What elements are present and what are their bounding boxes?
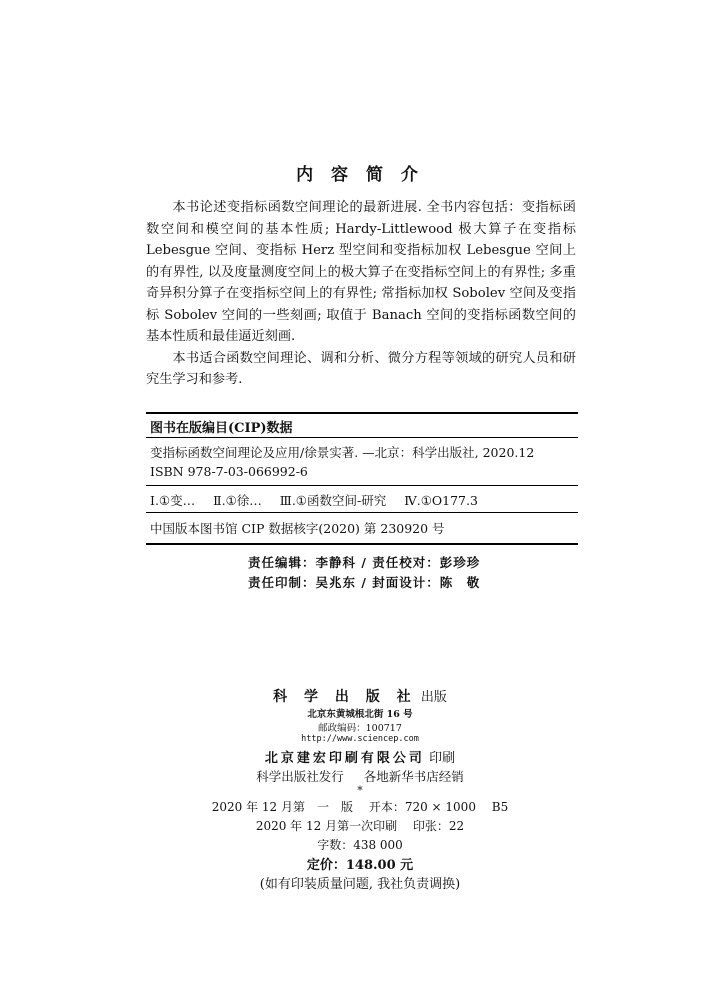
cip-divider	[146, 485, 578, 486]
distributor: 科学出版社发行	[256, 769, 344, 784]
cip-heading-rule	[146, 437, 578, 438]
printing-date: 2020 年 12 月第一次印刷	[255, 819, 398, 833]
publisher-action: 出版	[420, 690, 447, 705]
publisher-website: http://www.sciencep.com	[301, 734, 419, 744]
price: 定价：148.00 元	[306, 858, 414, 873]
format-size: 开本：720 × 1000	[368, 800, 476, 814]
edition-line-1	[0, 798, 720, 815]
printer-name: 北京建宏印刷有限公司	[264, 751, 425, 766]
printer-action: 印刷	[429, 751, 456, 766]
publisher-address: 北京东黄城根北街 16 号	[307, 709, 413, 720]
summary-paragraph: 本书论述变指标函数空间理论的最新进展. 全书内容包括：变指标函数空间和模空间的基本性质; Hardy-Littlewood 极大算子在变指标 Lebesgue 空间、变指标 Herz 型空间和变指标加权 Lebesgue 空间上的有界性, 以及度量测度空间上的极大算子在变指标空间上的有界性; 多重奇异积分算子在变指标空间上的有界性; 常指标加权 Sobolev 空间及变指标 Sobolev 空间的一些刻画; 取值于 Banach 空间的变指标函数空间的基本性质和最佳逼近刻画.	[146, 200, 576, 344]
summary-paragraph: 本书适合函数空间理论、调和分析、微分方程等领域的研究人员和研究生学习和参考.	[146, 350, 576, 387]
separator-star: *	[357, 784, 363, 797]
cip-top-rule	[146, 412, 578, 414]
quality-note: (如有印装质量问题, 我社负责调换)	[259, 877, 461, 892]
printer-line	[0, 747, 720, 766]
cip-number: 中国版本图书馆 CIP 数据核字(2020) 第 230920 号	[150, 521, 445, 536]
cip-bottom-rule	[146, 543, 578, 545]
cip-divider	[146, 512, 578, 513]
cip-record: 变指标函数空间理论及应用/徐景实著. —北京：科学出版社, 2020.12	[150, 445, 535, 460]
summary-title: 内 容 简 介	[296, 165, 424, 185]
cip-class-3: Ⅲ.①函数空间-研究	[279, 493, 387, 508]
format-code: B5	[491, 800, 509, 814]
summary-body	[146, 197, 576, 391]
edition-line-2	[0, 817, 720, 834]
cip-classification	[150, 491, 580, 509]
staff-production: 责任印制：吴兆东 / 封面设计：陈 敬	[248, 575, 481, 590]
cip-isbn: ISBN 978-7-03-066992-6	[150, 464, 308, 479]
cip-class-1: Ⅰ.①变…	[150, 493, 196, 508]
publisher-line	[0, 686, 720, 706]
publisher-postal-code: 邮政编码：100717	[318, 723, 402, 734]
cip-heading: 图书在版编目(CIP)数据	[150, 421, 293, 436]
distribution-line	[0, 767, 720, 785]
sheet-count: 印张：22	[412, 819, 465, 833]
publisher-name: 科 学 出 版 社	[273, 689, 417, 705]
word-count: 字数：438 000	[317, 838, 403, 852]
cip-class-4: Ⅳ.①O177.3	[404, 493, 478, 508]
cip-class-2: Ⅱ.①徐…	[213, 493, 262, 508]
staff-editors: 责任编辑：李静科 / 责任校对：彭珍珍	[248, 555, 481, 570]
edition-date: 2020 年 12 月第 一 版	[211, 800, 353, 814]
retailer: 各地新华书店经销	[363, 769, 464, 784]
